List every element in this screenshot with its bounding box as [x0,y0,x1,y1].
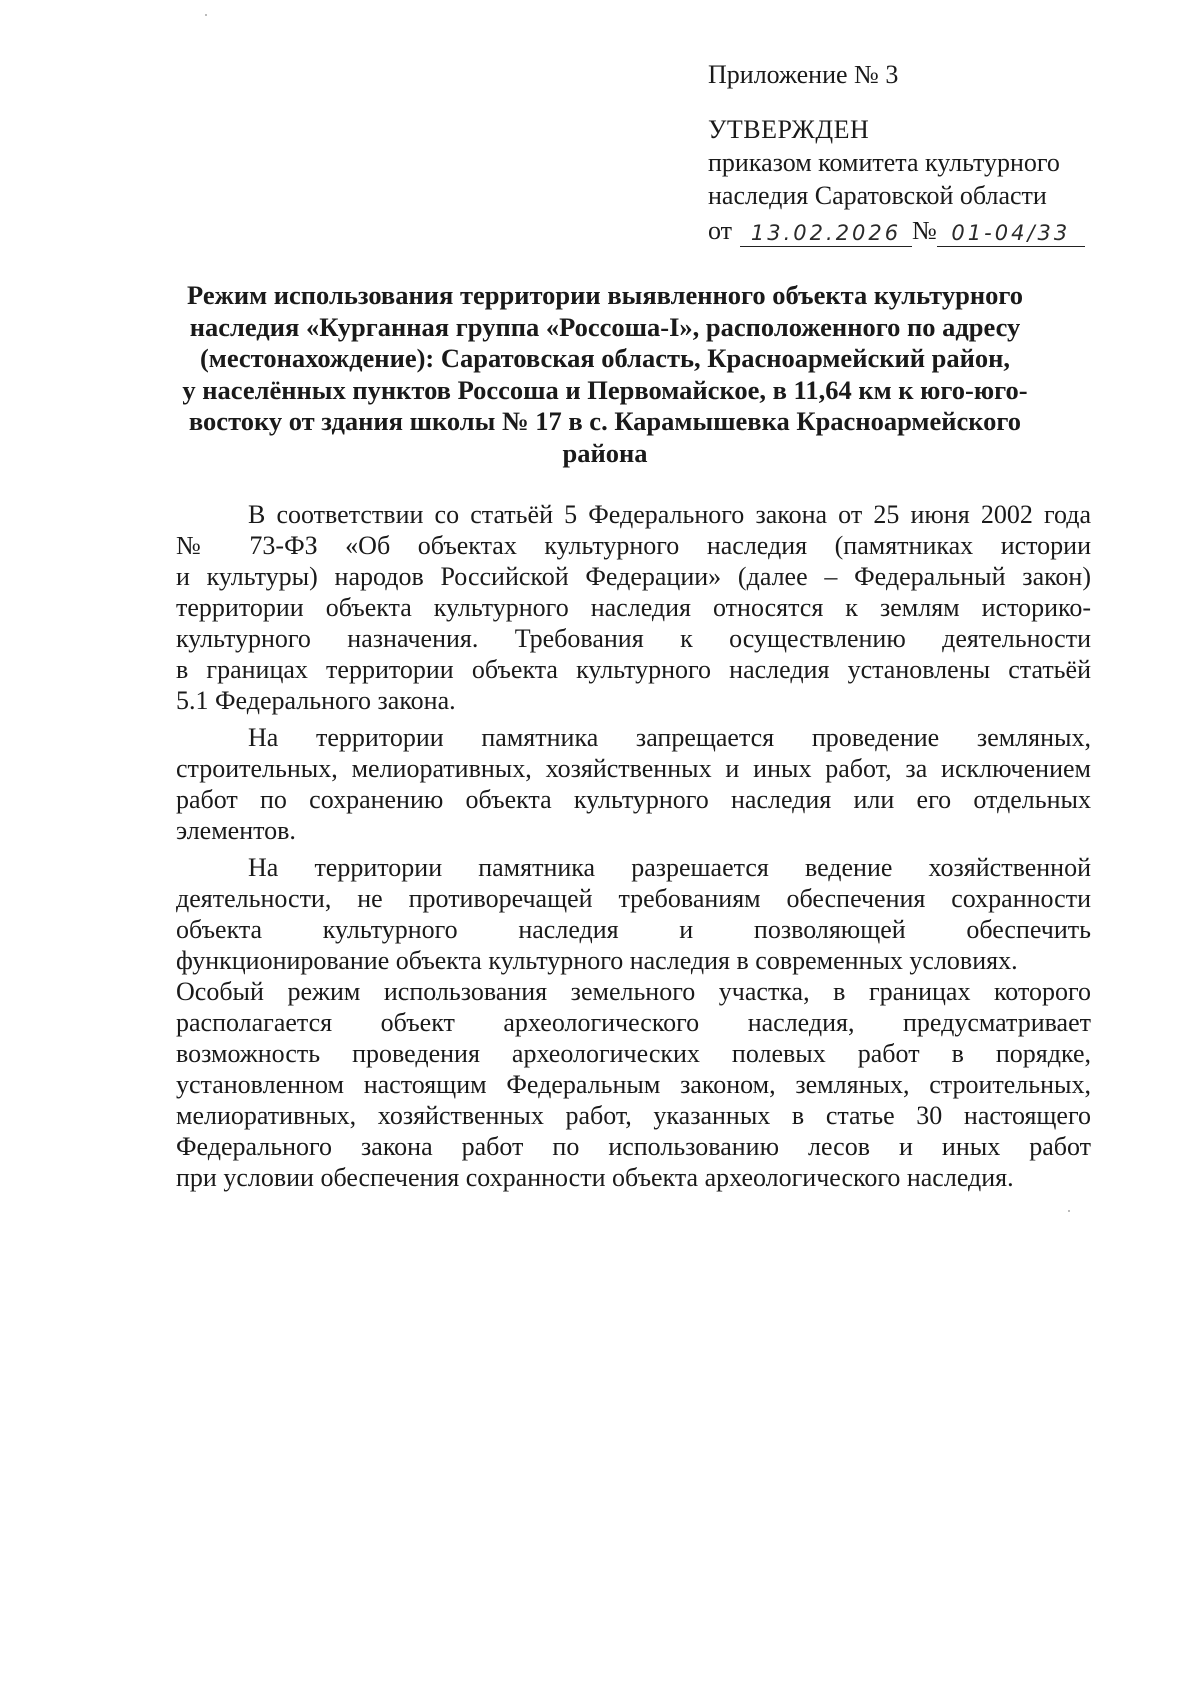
paragraph-line: элементов. [176,816,296,845]
order-from-label: от [708,216,733,245]
document-body [176,499,1091,1199]
approval-line-1: приказом комитета культурного [708,148,1060,177]
paragraph-line: в границах территории объекта культурного наследия установлены статьёй [176,655,1091,684]
title-line: наследия «Курганная группа «Россоша-I», расположенного по адресу [189,311,1021,342]
paragraph-line: работ по сохранению объекта культурного наследия или его отдельных [176,785,1091,814]
paragraph-line: строительных, мелиоративных, хозяйственных и иных работ, за исключением [176,754,1091,783]
paragraph-line: В соответствии со статьёй 5 Федерального закона от 25 июня 2002 года [248,500,1091,529]
paragraph-line: культурного назначения. Требования к осуществлению деятельности [176,624,1091,653]
paragraph-permissions [176,852,1091,976]
paragraph-special-regime [176,976,1091,1193]
document-title [175,280,1035,469]
paragraph-line: при условии обеспечения сохранности объекта археологического наследия. [176,1163,1014,1192]
scan-artifact [205,14,207,16]
approval-block [708,58,1128,247]
title-line: (местонахождение): Саратовская область, Красноармейский район, [199,343,1011,373]
paragraph-legal-basis [176,499,1091,716]
approved-heading: УТВЕРЖДЕН [708,115,870,144]
paragraph-line: возможность проведения археологических полевых работ в порядке, [176,1039,1091,1068]
paragraph-line: установленном настоящим Федеральным законом, земляных, строительных, [176,1070,1091,1099]
paragraph-line: На территории памятника запрещается проведение земляных, [248,723,1091,752]
paragraph-line: № 73-ФЗ «Об объектах культурного наследия (памятниках истории [176,531,1091,560]
order-number-label: № [912,216,937,245]
paragraph-prohibitions [176,722,1091,846]
paragraph-line: территории объекта культурного наследия относятся к землям историко- [176,593,1091,622]
order-date-handwritten: 13.02.2026 [740,220,912,247]
paragraph-line: На территории памятника разрешается ведение хозяйственной [248,853,1091,882]
paragraph-line: функционирование объекта культурного наследия в современных условиях. [176,946,1018,975]
order-reference [708,214,1128,247]
paragraph-line: 5.1 Федерального закона. [176,686,456,715]
title-line: востоку от здания школы № 17 в с. Карамышевка Красноармейского [188,406,1022,436]
paragraph-line: располагается объект археологического наследия, предусматривает [176,1008,1091,1037]
appendix-label: Приложение № 3 [708,60,899,89]
scan-artifact [1068,1210,1070,1212]
paragraph-line: Особый режим использования земельного участка, в границах которого [176,977,1091,1006]
order-number-handwritten: 01-04/33 [937,220,1085,247]
paragraph-line: объекта культурного наследия и позволяющей обеспечить [176,915,1091,944]
paragraph-line: Федерального закона работ по использованию лесов и иных работ [176,1132,1091,1161]
title-line: района [562,437,648,468]
paragraph-line: деятельности, не противоречащей требованиям обеспечения сохранности [176,884,1091,913]
title-line: Режим использования территории выявленного объекта культурного [187,280,1023,310]
paragraph-line: и культуры) народов Российской Федерации» (далее – Федеральный закон) [176,562,1091,591]
paragraph-line: мелиоративных, хозяйственных работ, указанных в статье 30 настоящего [176,1101,1091,1130]
title-line: у населённых пунктов Россоша и Первомайское, в 11,64 км к юго-юго- [182,374,1028,405]
approval-line-2: наследия Саратовской области [708,181,1047,210]
